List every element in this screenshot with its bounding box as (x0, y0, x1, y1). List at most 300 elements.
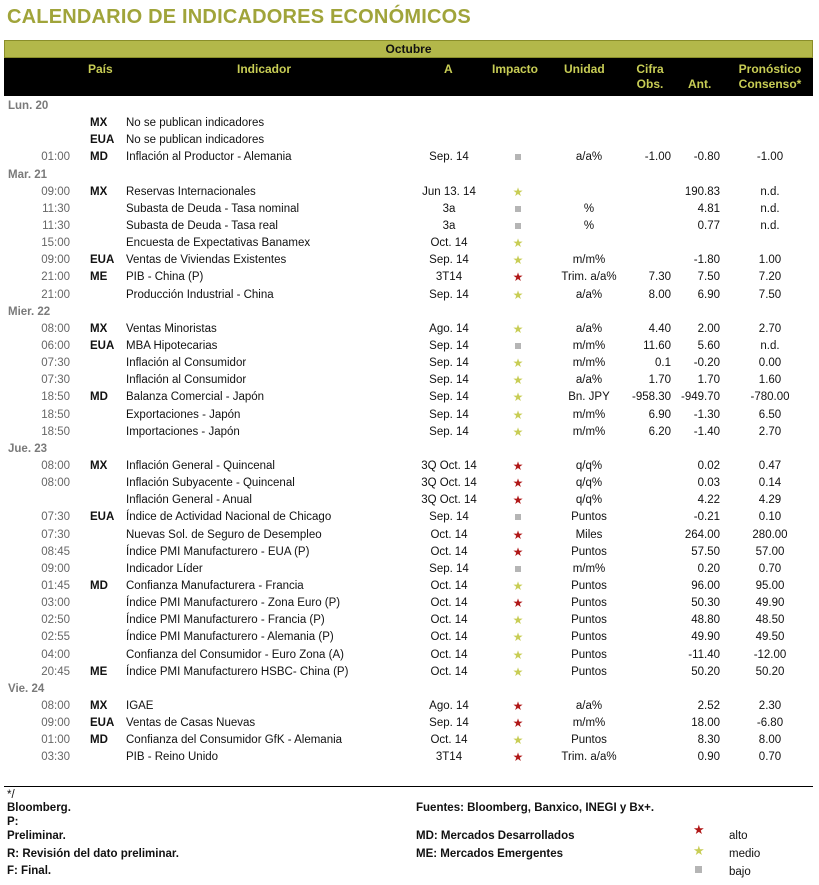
time-cell: 18:50 (41, 408, 70, 421)
indicator-cell: Confianza del Consumidor GfK - Alemania (126, 734, 343, 747)
table-row (4, 149, 813, 166)
period-cell: Sep. 14 (429, 425, 469, 438)
previous-cell: -0.20 (693, 357, 720, 370)
period-cell: Sep. 14 (429, 288, 469, 301)
unit-cell: m/m% (572, 717, 606, 730)
day-label: Lun. 20 (8, 100, 49, 112)
unit-cell: q/q% (575, 477, 603, 490)
table-row (4, 664, 813, 681)
time-cell: 07:30 (41, 528, 70, 541)
country-cell: MD (90, 734, 108, 747)
time-cell: 08:00 (41, 699, 70, 712)
period-cell: 3Q Oct. 14 (421, 477, 477, 490)
previous-cell: 18.00 (691, 717, 720, 730)
period-cell: Ago. 14 (429, 699, 469, 712)
legend-alto-label: alto (729, 830, 748, 842)
forecast-cell: -6.80 (756, 717, 784, 730)
previous-cell: 0.02 (697, 459, 720, 472)
previous-cell: 1.70 (697, 374, 720, 387)
impact-high-star-icon: ★ (512, 476, 524, 491)
country-cell: MD (90, 391, 108, 404)
unit-cell: a/a% (575, 151, 603, 164)
country-cell: ME (90, 665, 108, 678)
table-row (4, 372, 813, 389)
day-header-row (4, 167, 813, 184)
period-cell: 3a (442, 219, 456, 232)
time-cell: 01:00 (41, 734, 70, 747)
table-row (4, 287, 813, 304)
indicator-cell: Inflación General - Anual (126, 494, 252, 507)
indicator-cell: No se publican indicadores (126, 134, 265, 147)
time-cell: 18:50 (41, 425, 70, 438)
forecast-cell: 50.20 (755, 665, 785, 678)
legend-medio-label: medio (729, 848, 761, 860)
forecast-cell: 0.14 (758, 477, 782, 490)
indicator-cell: Exportaciones - Japón (126, 408, 241, 421)
table-row (4, 252, 813, 269)
previous-cell: 6.90 (697, 288, 720, 301)
unit-cell: a/a% (575, 322, 603, 335)
impact-high-star-icon: ★ (512, 527, 524, 542)
period-cell: 3T14 (435, 751, 463, 764)
unit-cell: Puntos (571, 614, 607, 627)
table-row (4, 629, 813, 646)
unit-cell: Puntos (571, 734, 607, 747)
unit-cell: Puntos (571, 631, 607, 644)
impact-high-star-icon: ★ (512, 270, 524, 285)
header-pais: País (88, 62, 113, 76)
previous-cell: 2.00 (697, 322, 720, 335)
impact-medium-star-icon: ★ (512, 630, 524, 645)
forecast-cell: -780.00 (750, 391, 790, 404)
time-cell: 21:00 (41, 288, 70, 301)
time-cell: 02:55 (41, 631, 70, 644)
unit-cell: % (583, 202, 595, 215)
impact-low-square-icon (504, 338, 532, 355)
indicator-cell: Confianza Manufacturera - Francia (126, 579, 304, 592)
previous-cell: -0.80 (693, 151, 720, 164)
header-pronostico (732, 62, 808, 92)
forecast-cell: 2.70 (758, 322, 782, 335)
forecast-cell: n.d. (760, 185, 780, 198)
country-cell: MX (90, 459, 108, 472)
indicator-cell: Inflación General - Quincenal (126, 459, 275, 472)
table-row (4, 355, 813, 372)
previous-cell: 57.50 (691, 545, 720, 558)
table-row (4, 647, 813, 664)
impact-low-square-icon (504, 218, 532, 235)
forecast-cell: 280.00 (752, 528, 788, 541)
table-row (4, 715, 813, 732)
time-cell: 02:50 (41, 614, 70, 627)
previous-cell: 96.00 (691, 579, 720, 592)
impact-medium-star-icon: ★ (512, 236, 524, 251)
time-cell: 07:30 (41, 357, 70, 370)
table-row (4, 424, 813, 441)
country-cell: MX (90, 322, 108, 335)
forecast-cell: 49.50 (755, 631, 785, 644)
time-cell: 06:00 (41, 339, 70, 352)
indicator-cell: Inflación al Consumidor (126, 374, 247, 387)
table-row (4, 321, 813, 338)
indicator-cell: Indicador Líder (126, 562, 203, 575)
header-indicador: Indicador (237, 62, 292, 76)
forecast-cell: 0.47 (758, 459, 782, 472)
table-row (4, 132, 813, 149)
indicator-cell: Confianza del Consumidor - Euro Zona (A) (126, 648, 344, 661)
forecast-cell: 0.10 (758, 511, 782, 524)
time-cell: 08:45 (41, 545, 70, 558)
unit-cell: % (583, 219, 595, 232)
impact-high-star-icon: ★ (512, 458, 524, 473)
time-cell: 08:00 (41, 459, 70, 472)
period-cell: Sep. 14 (429, 562, 469, 575)
impact-high-star-icon: ★ (512, 596, 524, 611)
country-cell: EUA (90, 511, 115, 524)
forecast-cell: 0.70 (758, 751, 782, 764)
month-bar: Octubre (4, 40, 813, 58)
table-row (4, 544, 813, 561)
page-title: CALENDARIO DE INDICADORES ECONÓMICOS (7, 6, 471, 28)
time-cell: 11:30 (42, 202, 70, 215)
time-cell: 18:50 (41, 391, 70, 404)
impact-medium-star-icon: ★ (512, 578, 524, 593)
unit-cell: q/q% (575, 459, 603, 472)
indicator-cell: Balanza Comercial - Japón (126, 391, 265, 404)
table-row (4, 595, 813, 612)
indicator-cell: Ventas de Casas Nuevas (126, 717, 256, 730)
previous-cell: 50.30 (691, 597, 720, 610)
legend-alto-star-icon: ★ (693, 822, 705, 837)
table-row (4, 492, 813, 509)
header-cifra-line2: Obs. (636, 77, 664, 91)
unit-cell: Puntos (571, 665, 607, 678)
period-cell: Sep. 14 (429, 374, 469, 387)
unit-cell: Puntos (571, 545, 607, 558)
time-cell: 09:00 (41, 562, 70, 575)
indicator-table-body (4, 98, 813, 766)
previous-cell: 5.60 (697, 339, 720, 352)
observed-cell: 4.40 (648, 322, 671, 335)
period-cell: Sep. 14 (429, 511, 469, 524)
time-cell: 01:45 (41, 579, 70, 592)
period-cell: Sep. 14 (429, 339, 469, 352)
time-cell: 21:00 (41, 271, 70, 284)
header-a: A (444, 62, 453, 76)
forecast-cell: 2.70 (758, 425, 782, 438)
impact-medium-star-icon: ★ (512, 184, 524, 199)
unit-cell: q/q% (575, 494, 603, 507)
unit-cell: Puntos (571, 511, 607, 524)
period-cell: 3T14 (435, 271, 463, 284)
footer-preliminar: Preliminar. (7, 830, 66, 842)
country-cell: MD (90, 151, 108, 164)
forecast-cell: n.d. (760, 202, 780, 215)
table-row (4, 201, 813, 218)
previous-cell: -1.40 (693, 425, 720, 438)
footer-bloomberg: Bloomberg. (7, 802, 71, 814)
impact-medium-star-icon: ★ (512, 647, 524, 662)
unit-cell: Bn. JPY (568, 391, 610, 404)
table-row (4, 218, 813, 235)
day-label: Jue. 23 (8, 442, 47, 455)
impact-medium-star-icon: ★ (512, 321, 524, 336)
day-label: Vie. 24 (8, 682, 45, 695)
observed-cell: 0.1 (655, 357, 671, 370)
period-cell: Sep. 14 (429, 357, 469, 370)
unit-cell: Puntos (571, 597, 607, 610)
legend-bajo-square-icon (695, 866, 702, 873)
indicator-cell: MBA Hipotecarias (126, 339, 218, 352)
unit-cell: m/m% (572, 562, 606, 575)
impact-medium-star-icon: ★ (512, 613, 524, 628)
indicator-cell: Encuesta de Expectativas Banamex (126, 237, 311, 250)
forecast-cell: n.d. (760, 219, 780, 232)
time-cell: 09:00 (41, 717, 70, 730)
forecast-cell: 0.70 (758, 562, 782, 575)
country-cell: EUA (90, 134, 115, 147)
forecast-cell: 1.60 (758, 374, 782, 387)
forecast-cell: n.d. (760, 339, 780, 352)
indicator-cell: Índice PMI Manufacturero - EUA (P) (126, 545, 310, 558)
country-cell: EUA (90, 717, 115, 730)
period-cell: Oct. 14 (430, 631, 468, 644)
indicator-cell: Ventas Minoristas (126, 322, 217, 335)
time-cell: 07:30 (41, 511, 70, 524)
country-cell: MX (90, 117, 108, 130)
previous-cell: 0.03 (697, 477, 720, 490)
country-cell: ME (90, 271, 108, 284)
impact-medium-star-icon: ★ (512, 424, 524, 439)
table-row (4, 338, 813, 355)
day-header-row (4, 441, 813, 458)
indicator-cell: IGAE (126, 699, 154, 712)
previous-cell: 190.83 (684, 185, 720, 198)
forecast-cell: 8.00 (758, 734, 782, 747)
footer-asterisk: */ (7, 789, 15, 801)
previous-cell: -1.80 (693, 254, 720, 267)
indicator-cell: Producción Industrial - China (126, 288, 274, 301)
previous-cell: 0.90 (697, 751, 720, 764)
period-cell: Oct. 14 (430, 237, 468, 250)
indicator-cell: Índice PMI Manufacturero - Francia (P) (126, 614, 325, 627)
header-cifra-line1: Cifra (636, 62, 664, 76)
observed-cell: -958.30 (631, 391, 671, 404)
table-row (4, 749, 813, 766)
observed-cell: 6.20 (648, 425, 671, 438)
header-unidad: Unidad (564, 62, 605, 76)
footer-f-note: F: Final. (7, 865, 52, 877)
indicator-cell: Índice PMI Manufacturero - Zona Euro (P) (126, 597, 341, 610)
observed-cell: 1.70 (648, 374, 671, 387)
header-pron-line2: Consenso* (738, 77, 802, 91)
legend-medio-star-icon: ★ (693, 843, 705, 858)
period-cell: Oct. 14 (430, 648, 468, 661)
impact-medium-star-icon: ★ (512, 733, 524, 748)
forecast-cell: 49.90 (755, 597, 785, 610)
forecast-cell: 0.00 (758, 357, 782, 370)
forecast-cell: -1.00 (756, 151, 784, 164)
impact-high-star-icon: ★ (512, 698, 524, 713)
table-row (4, 475, 813, 492)
country-cell: EUA (90, 254, 115, 267)
unit-cell: a/a% (575, 699, 603, 712)
time-cell: 08:00 (41, 477, 70, 490)
footer-me-note: ME: Mercados Emergentes (416, 848, 563, 860)
table-row (4, 269, 813, 286)
forecast-cell: 7.50 (758, 288, 782, 301)
period-cell: Sep. 14 (429, 391, 469, 404)
forecast-cell: 2.30 (758, 699, 782, 712)
impact-low-square-icon (504, 149, 532, 166)
period-cell: Jun 13. 14 (422, 185, 476, 198)
time-cell: 03:30 (41, 751, 70, 764)
previous-cell: 8.30 (697, 734, 720, 747)
previous-cell: -0.21 (693, 511, 720, 524)
table-row (4, 732, 813, 749)
indicator-cell: Nuevas Sol. de Seguro de Desempleo (126, 528, 322, 541)
unit-cell: m/m% (572, 339, 606, 352)
period-cell: Oct. 14 (430, 734, 468, 747)
table-row (4, 698, 813, 715)
header-pron-line1: Pronóstico (738, 62, 802, 76)
time-cell: 08:00 (41, 322, 70, 335)
time-cell: 03:00 (41, 597, 70, 610)
indicator-cell: Índice de Actividad Nacional de Chicago (126, 511, 332, 524)
impact-medium-star-icon: ★ (512, 407, 524, 422)
header-cifra (630, 62, 670, 92)
forecast-cell: 6.50 (758, 408, 782, 421)
time-cell: 15:00 (41, 237, 70, 250)
impact-high-star-icon: ★ (512, 493, 524, 508)
time-cell: 20:45 (41, 665, 70, 678)
impact-medium-star-icon: ★ (512, 390, 524, 405)
indicator-cell: Índice PMI Manufacturero HSBC- China (P) (126, 665, 349, 678)
time-cell: 01:00 (41, 151, 70, 164)
period-cell: Oct. 14 (430, 545, 468, 558)
time-cell: 04:00 (41, 648, 70, 661)
impact-low-square-icon (504, 201, 532, 218)
previous-cell: -1.30 (693, 408, 720, 421)
previous-cell: 48.80 (691, 614, 720, 627)
table-row (4, 115, 813, 132)
impact-low-square-icon (504, 561, 532, 578)
forecast-cell: 95.00 (755, 579, 785, 592)
forecast-cell: 4.29 (758, 494, 782, 507)
previous-cell: -11.40 (688, 648, 720, 661)
previous-cell: 7.50 (697, 271, 720, 284)
previous-cell: 0.77 (697, 219, 720, 232)
period-cell: Oct. 14 (430, 614, 468, 627)
time-cell: 11:30 (42, 219, 70, 232)
country-cell: MX (90, 185, 108, 198)
indicator-cell: Ventas de Viviendas Existentes (126, 254, 287, 267)
unit-cell: m/m% (572, 254, 606, 267)
indicator-cell: No se publican indicadores (126, 117, 265, 130)
forecast-cell: -12.00 (753, 648, 787, 661)
table-row (4, 389, 813, 406)
indicator-cell: Reservas Internacionales (126, 185, 256, 198)
period-cell: Oct. 14 (430, 579, 468, 592)
unit-cell: Trim. a/a% (561, 751, 617, 764)
footer-divider (4, 786, 813, 787)
table-row (4, 612, 813, 629)
period-cell: Sep. 14 (429, 151, 469, 164)
country-cell: MX (90, 699, 108, 712)
day-header-row (4, 304, 813, 321)
day-label: Mier. 22 (8, 305, 51, 318)
period-cell: 3Q Oct. 14 (421, 459, 477, 472)
indicator-cell: Inflación Subyacente - Quincenal (126, 477, 295, 490)
period-cell: Sep. 14 (429, 408, 469, 421)
period-cell: Oct. 14 (430, 597, 468, 610)
table-row (4, 407, 813, 424)
previous-cell: 2.52 (697, 699, 720, 712)
header-impacto: Impacto (492, 62, 539, 76)
period-cell: Ago. 14 (429, 322, 469, 335)
day-header-row (4, 681, 813, 698)
indicator-cell: PIB - Reino Unido (126, 751, 219, 764)
impact-medium-star-icon: ★ (512, 253, 524, 268)
indicator-cell: Inflación al Productor - Alemania (126, 151, 292, 164)
period-cell: Sep. 14 (429, 717, 469, 730)
time-cell: 09:00 (41, 254, 70, 267)
impact-low-square-icon (504, 509, 532, 526)
table-header (4, 58, 813, 96)
observed-cell: -1.00 (644, 151, 671, 164)
table-row (4, 527, 813, 544)
unit-cell: m/m% (572, 408, 606, 421)
observed-cell: 8.00 (648, 288, 671, 301)
indicator-cell: Importaciones - Japón (126, 425, 240, 438)
day-header-row (4, 98, 813, 115)
impact-medium-star-icon: ★ (512, 664, 524, 679)
table-row (4, 458, 813, 475)
unit-cell: a/a% (575, 374, 603, 387)
unit-cell: m/m% (572, 425, 606, 438)
footer-md-note: MD: Mercados Desarrollados (416, 830, 575, 842)
unit-cell: m/m% (572, 357, 606, 370)
observed-cell: 6.90 (648, 408, 671, 421)
impact-high-star-icon: ★ (512, 716, 524, 731)
forecast-cell: 1.00 (758, 254, 782, 267)
forecast-cell: 48.50 (755, 614, 785, 627)
observed-cell: 7.30 (648, 271, 671, 284)
footer-fuentes: Fuentes: Bloomberg, Banxico, INEGI y Bx+. (416, 802, 655, 814)
header-ant: Ant. (688, 77, 712, 91)
indicator-cell: Subasta de Deuda - Tasa real (126, 219, 278, 232)
period-cell: 3a (442, 202, 456, 215)
unit-cell: Miles (575, 528, 603, 541)
period-cell: Oct. 14 (430, 665, 468, 678)
period-cell: Oct. 14 (430, 528, 468, 541)
indicator-cell: Inflación al Consumidor (126, 357, 247, 370)
forecast-cell: 7.20 (758, 271, 782, 284)
previous-cell: 49.90 (691, 631, 720, 644)
impact-medium-star-icon: ★ (512, 373, 524, 388)
country-cell: MD (90, 579, 108, 592)
unit-cell: Trim. a/a% (561, 271, 617, 284)
indicator-cell: Índice PMI Manufacturero - Alemania (P) (126, 631, 334, 644)
unit-cell: a/a% (575, 288, 603, 301)
previous-cell: 264.00 (684, 528, 720, 541)
period-cell: Sep. 14 (429, 254, 469, 267)
table-row (4, 578, 813, 595)
indicator-cell: Subasta de Deuda - Tasa nominal (126, 202, 300, 215)
unit-cell: Puntos (571, 579, 607, 592)
time-cell: 07:30 (41, 374, 70, 387)
observed-cell: 11.60 (643, 339, 671, 352)
